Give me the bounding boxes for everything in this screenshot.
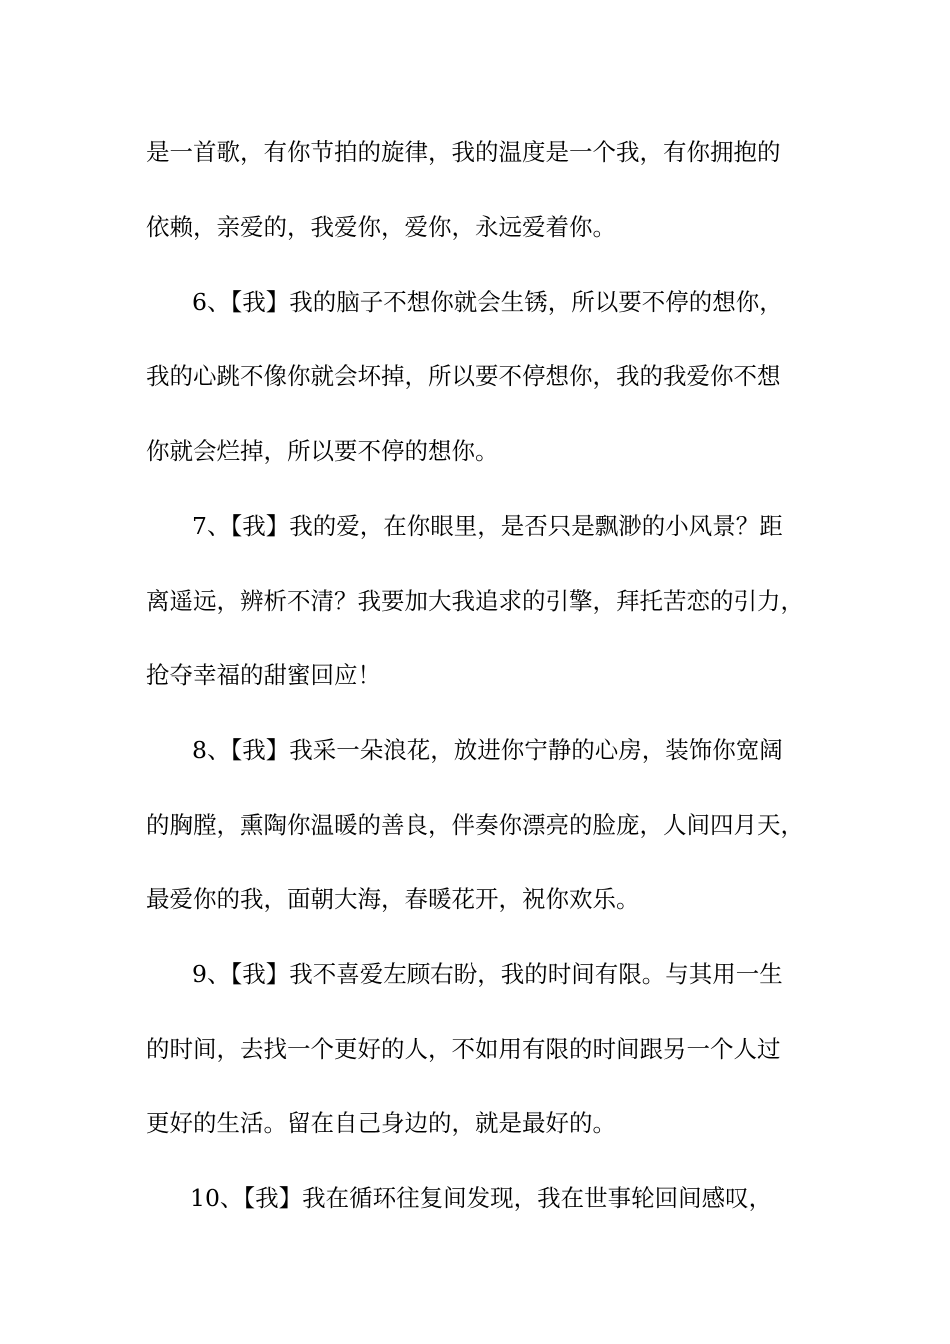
paragraph-8-start: 8、【我】我采一朵浪花，放进你宁静的心房，装饰你宽阔: [192, 736, 783, 764]
paragraph-9-start: 9、【我】我不喜爱左顾右盼，我的时间有限。与其用一生: [192, 960, 783, 988]
text-line: 离遥远，辨析不清？我要加大我追求的引擎，拜托苦恋的引力，: [146, 587, 804, 615]
text-line: 抢夺幸福的甜蜜回应！: [146, 661, 381, 689]
paragraph-7-start: 7、【我】我的爱，在你眼里，是否只是飘渺的小风景？距: [192, 512, 783, 540]
text-line: 你就会烂掉，所以要不停的想你。: [146, 437, 499, 465]
text-line: 的时间，去找一个更好的人，不如用有限的时间跟另一个人过: [146, 1035, 781, 1063]
text-line: 更好的生活。留在自己身边的，就是最好的。: [146, 1109, 616, 1137]
text-line: 最爱你的我，面朝大海，春暖花开，祝你欢乐。: [146, 885, 640, 913]
paragraph-10-start: 10、【我】我在循环往复间发现，我在世事轮回间感叹，: [190, 1184, 773, 1212]
text-line: 是一首歌，有你节拍的旋律，我的温度是一个我，有你拥抱的: [146, 138, 781, 166]
text-line: 的胸膛，熏陶你温暖的善良，伴奏你漂亮的脸庞，人间四月天，: [146, 811, 804, 839]
paragraph-6-start: 6、【我】我的脑子不想你就会生锈，所以要不停的想你，: [192, 288, 783, 316]
text-line: 我的心跳不像你就会坏掉，所以要不停想你，我的我爱你不想: [146, 362, 781, 390]
text-line: 依赖，亲爱的，我爱你，爱你，永远爱着你。: [146, 213, 616, 241]
